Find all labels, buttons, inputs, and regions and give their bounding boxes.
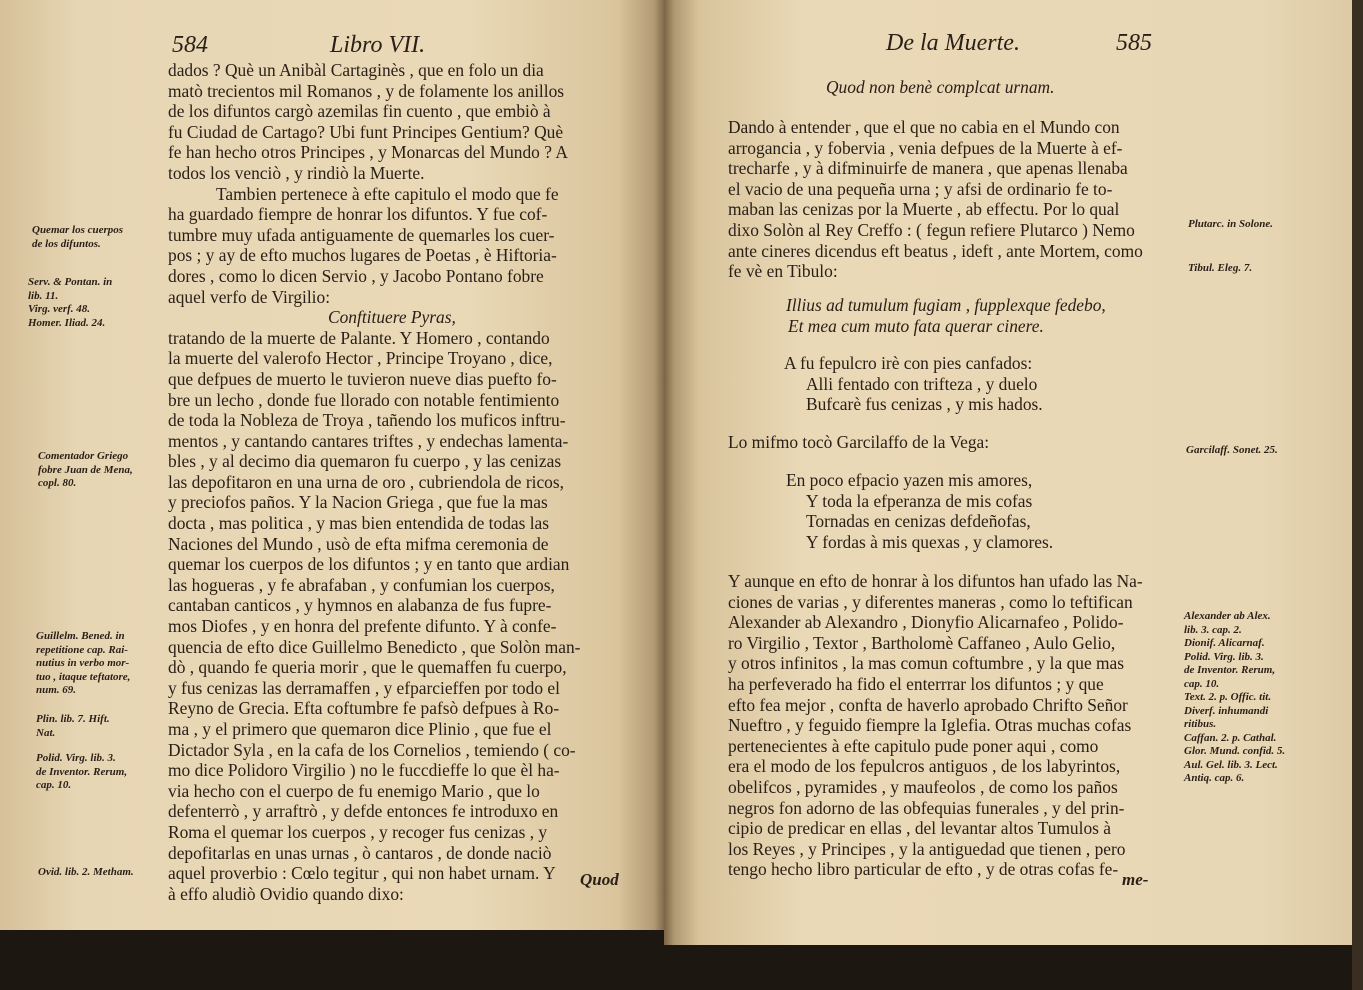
text-line: trecharfe , y à difminuirfe de manera , que apenas llenaba (728, 158, 1128, 179)
text-line: la muerte del valerofo Hector , Principe Troyano , dice, (168, 348, 553, 369)
text-line: aquel proverbio : Cœlo tegitur , qui non habet urnam. Y (168, 863, 556, 884)
text-line: Tambien pertenece à efte capitulo el modo que fe (216, 183, 559, 204)
text-line: Nueftro , y feguido fiempre la Iglefia. Otras muchas cofas (728, 715, 1132, 736)
book-gutter (654, 0, 674, 990)
text-line: matò trecientos mil Romanos , y de folamente los anillos (168, 80, 565, 101)
text-line: dò , quando fe queria morir , que le quemaffen fu cuerpo, (168, 657, 567, 678)
text-line: arrogancia , y fobervia , venia defpues de la Muerte à ef- (728, 137, 1123, 158)
text-line: tumbre muy ufada antiguamente de quemarles los cuer- (168, 224, 555, 245)
text-line: defenterrò , y arraftrò , y defde entonces fe introduxo en (168, 801, 559, 822)
verse-line: Et mea cum muto fata querar cinere. (788, 315, 1044, 336)
verse-line: Alli fentado con trifteza , y duelo (806, 373, 1038, 394)
book-edge-shadow (664, 945, 1363, 990)
text-line: el vacio de una pequeña urna ; y afsi de ordinario fe to- (728, 178, 1113, 199)
text-line: à effo aludiò Ovidio quando dixo: (168, 883, 404, 904)
margin-note: Ovid. lib. 2. Metham. (38, 866, 134, 878)
text-line: pos ; y ay de efto muchos lugares de Poetas , è Hiftoria- (168, 245, 557, 266)
text-line: via hecho con el cuerpo de fu enemigo Mario , que lo (168, 780, 540, 801)
text-line: cantaban canticos , y hymnos en alabanza de fus fupre- (168, 595, 552, 616)
right-paragraph-2 (728, 571, 1174, 880)
text-line: y otros infinitos , la mas comun coftumbre , y la que mas (728, 653, 1125, 674)
left-page-number: 584 (172, 32, 208, 58)
text-line: Dando à entender , que el que no cabia en el Mundo con (728, 117, 1120, 137)
text-line: aquel verfo de Virgilio: (168, 286, 331, 307)
text-line: Reyno de Grecia. Efta coftumbre fe pafsò defpues à Ro- (168, 698, 560, 719)
margin-note: Garcilaff. Sonet. 25. (1186, 444, 1278, 456)
right-running-head: De la Muerte. (886, 30, 1020, 56)
book-edge-shadow (0, 930, 664, 990)
page-edge (1352, 0, 1363, 990)
text-line: y preciofos paños. Y la Nacion Griega , que fue la mas (168, 492, 548, 513)
right-paragraph-1 (728, 117, 1174, 282)
text-line: ro Virgilio , Textor , Bartholomè Caffaneo , Aulo Gelio, (728, 632, 1116, 653)
text-line: dixo Solòn al Rey Creffo : ( fegun refiere Plutarco ) Nemo (728, 219, 1135, 240)
text-line: Y aunque en efto de honrar à los difuntos han ufado las Na- (728, 571, 1143, 591)
verse-line: Tornadas en cenizas defdeñofas, (806, 511, 1031, 532)
text-line: que defpues de muerto le tuvieron nueve dias puefto fo- (168, 368, 557, 389)
text-line: las depofitaron en una urna de oro , cubriendola de ricos, (168, 471, 564, 492)
left-body-text (168, 60, 624, 904)
right-page-number: 585 (1116, 30, 1152, 56)
text-line: ciones de varias , y diferentes maneras , como lo teftifican (728, 591, 1133, 612)
text-line: fe han hecho otros Principes , y Monarcas del Mundo ? A (168, 142, 568, 163)
margin-note: Serv. & Pontan. in lib. 11. Virg. verf. 48. Homer. Iliad. 24. (28, 276, 113, 329)
text-line: ha guardado fiempre de honrar los difuntos. Y fue cof- (168, 204, 548, 225)
text-line: las hogueras , y fe abrafaban , y confumian los cuerpos, (168, 574, 555, 595)
text-line: dados ? Què un Anibàl Cartaginès , que en folo un dia (168, 60, 544, 80)
margin-note: Plin. lib. 7. Hift. Nat. (36, 713, 110, 739)
text-line: bles , y al decimo dia quemaron fu cuerpo , y las cenizas (168, 451, 562, 472)
text-line: Naciones del Mundo , usò de efta mifma ceremonia de (168, 533, 549, 554)
right-catchword: me- (1122, 870, 1149, 889)
text-line: tratando de la muerte de Palante. Y Homero , contando (168, 327, 550, 348)
text-line: Dictador Syla , en la cafa de los Cornelios , temiendo ( co- (168, 739, 576, 760)
text-line: de toda la Nobleza de Troya , tañendo los muficos inftru- (168, 410, 566, 431)
left-catchword: Quod (580, 870, 619, 889)
text-line: quencia de efto dice Guillelmo Benedicto , que Solòn man- (168, 636, 581, 657)
latin-verse (786, 295, 1106, 336)
text-line: cipio de predicar en ellas , del levantar altos Tumulos à (728, 818, 1111, 839)
text-line: y fus cenizas las derramaffen , y efparcieffen por todo el (168, 677, 560, 698)
spanish-verse (784, 353, 1043, 415)
text-line: docta , mas politica , y mas bien entendida de todas las (168, 513, 550, 534)
text-line: ante cineres dicendus eft beatus , ideft , ante Mortem, como (728, 240, 1143, 261)
text-line: tengo hecho libro particular de efto , y de otras cofas fe- (728, 859, 1119, 880)
right-page (664, 0, 1363, 990)
text-line: mentos , y cantando cantares triftes , y endechas lamenta- (168, 430, 569, 451)
margin-note: Comentador Griego fobre Juan de Mena, copl. 80. (38, 450, 133, 489)
left-page (0, 0, 664, 990)
margin-note: Polid. Virg. lib. 3. de Inventor. Rerum, cap. 10. (36, 752, 128, 791)
verse-line: Y toda la efperanza de mis cofas (806, 490, 1033, 511)
text-line: dores , como lo dicen Servio , y Jacobo Pontano fobre (168, 265, 544, 286)
text-line: maban las cenizas por la Muerte , ab effectu. Por lo qual (728, 199, 1120, 220)
epigraph: Quod non benè complcat urnam. (826, 77, 1055, 97)
text-line: quemar los cuerpos de los difuntos ; y en tanto que ardian (168, 554, 570, 575)
left-running-head: Libro VII. (330, 32, 426, 58)
text-line: Alexander ab Alexandro , Dionyfio Alicarnafeo , Polido- (728, 612, 1124, 633)
text-line: Roma el quemar los cuerpos , y recoger fus cenizas , y (168, 821, 548, 842)
latin-quote-line: Conftituere Pyras, (328, 307, 456, 328)
text-line: los Reyes , y Principes , y la antiguedad que tienen , pero (728, 838, 1126, 859)
text-line: bre un lecho , donde fue llorado con notable fentimiento (168, 389, 560, 410)
text-line: depofitarlas en unas urnas , ò cantaros , de donde naciò (168, 842, 552, 863)
margin-note: Tibul. Eleg. 7. (1188, 262, 1253, 274)
garcilaso-verse (786, 470, 1053, 552)
text-line: efto fea mejor , confta de haverlo aprobado Chrifto Señor (728, 694, 1128, 715)
text-line: todos los venciò , y rindiò la Muerte. (168, 162, 425, 183)
text-line: pertenecientes à efte capitulo pude poner aqui , como (728, 735, 1099, 756)
verse-line: Illius ad tumulum fugiam , fupplexque fedebo, (786, 295, 1106, 315)
verse-line: A fu fepulcro irè con pies canfados: (784, 353, 1033, 373)
margin-note: Alexander ab Alex. lib. 3. cap. 2. Dionif. Alicarnaf. Polid. Virg. lib. 3. de Inventor. Rerum, cap. 10. Text. 2. p. Offic. tit. Diverf. inhumandi ritibus. Caffan. 2. p. Cathal. Glor. Mund. confid. 5. Aul. Gel. lib. 3. Lect. Antiq. cap. 6. (1184, 610, 1286, 784)
margin-note: Guillelm. Bened. in repetitione cap. Rai- nutius in verbo mor- tuo , itaque teftatore, num. 69. (36, 630, 131, 696)
verse-line: Bufcarè fus cenizas , y mis hados. (806, 394, 1043, 415)
text-line: negros fon adorno de las obfequias funerales , y del prin- (728, 797, 1125, 818)
text-line: de los difuntos cargò azemilas fin cuento , que embiò à (168, 101, 551, 122)
margin-note: Quemar los cuerpos de los difuntos. (32, 224, 124, 250)
text-line: mos Diofes , y en honra del prefente difunto. Y à confe- (168, 616, 557, 637)
text-line: ma , y el primero que quemaron dice Plinio , que fue el (168, 719, 552, 739)
text-line: fu Ciudad de Cartago? Ubi funt Principes Gentium? Què (168, 121, 564, 142)
text-line: era el modo de los fepulcros antiguos , de los labyrintos, (728, 756, 1121, 777)
text-line: ha perfeverado ha fido el enterrrar los difuntos ; y que (728, 673, 1104, 694)
margin-note: Plutarc. in Solone. (1188, 218, 1273, 230)
text-line: obelifcos , pyramides , y maufeolos , de como los paños (728, 776, 1118, 797)
verse-line: Y fordas à mis quexas , y clamores. (806, 531, 1054, 552)
text-line: fe vè en Tibulo: (728, 261, 838, 282)
garcilaso-intro: Lo mifmo tocò Garcilaffo de la Vega: (728, 432, 990, 452)
text-line: mo dice Polidoro Virgilio ) no le fuccdieffe lo que èl ha- (168, 760, 560, 781)
verse-line: En poco efpacio yazen mis amores, (786, 470, 1033, 490)
